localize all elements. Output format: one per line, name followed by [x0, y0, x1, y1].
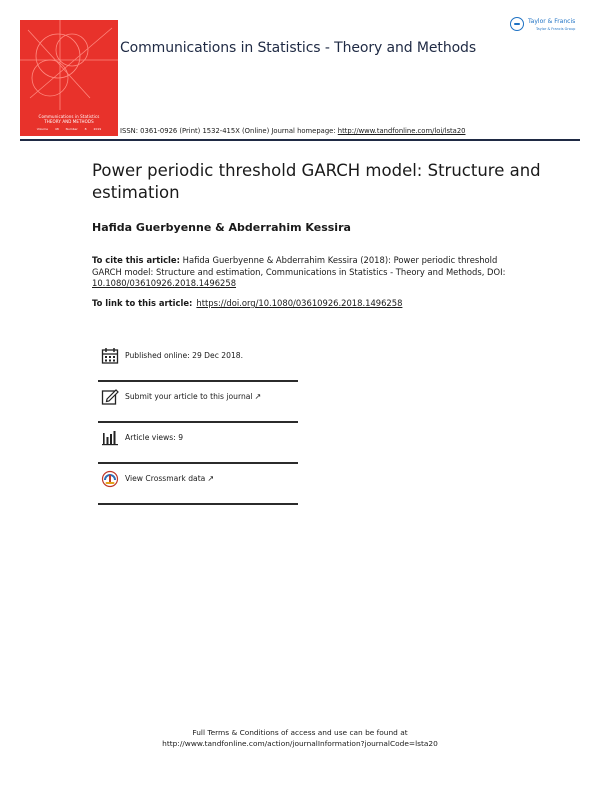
crossmark-link[interactable]: View Crossmark data ↗: [125, 474, 215, 483]
article-title: Power periodic threshold GARCH model: Structure and estimation: [92, 161, 541, 202]
meta-divider: [98, 421, 298, 423]
citation-label: To cite this article:: [92, 255, 180, 265]
header-divider: [20, 139, 580, 141]
cover-title: Communications in Statistics THEORY AND METHODS: [38, 114, 100, 124]
meta-divider: [98, 462, 298, 464]
terms-url[interactable]: http://www.tandfonline.com/action/journalInformation?journalCode=lsta20: [162, 739, 438, 748]
citation-block: [92, 255, 512, 290]
article-views-count: Article views: 9: [125, 433, 184, 442]
meta-divider: [98, 380, 298, 382]
external-link-icon: ↗: [207, 474, 215, 483]
terms-text: Full Terms & Conditions of access and use can be found at: [192, 728, 408, 737]
calendar-icon: [101, 347, 119, 365]
article-authors: Hafida Guerbyenne & Abderrahim Kessira: [92, 221, 351, 234]
published-date: Published online: 29 Dec 2018.: [125, 351, 244, 360]
issn-text: ISSN: 0361-0926 (Print) 1532-415X (Online) Journal homepage:: [120, 127, 338, 135]
meta-divider: [98, 503, 298, 505]
terms-footer: [100, 727, 500, 749]
bar-chart-icon: [101, 429, 119, 447]
external-link-icon: ↗: [254, 392, 262, 401]
cover-meta: Volume 48 Number 8 2019: [36, 127, 102, 131]
journal-title: Communications in Statistics - Theory and Methods: [120, 40, 477, 56]
publisher-name: Taylor & Francis: [528, 18, 576, 25]
crossmark-icon: [101, 470, 119, 488]
journal-cover: [20, 20, 118, 136]
article-doi-url[interactable]: https://doi.org/10.1080/03610926.2018.1496258: [196, 298, 403, 308]
article-link-label: To link to this article:: [92, 298, 193, 308]
publisher-tagline: Taylor & Francis Group: [536, 27, 576, 31]
article-link-line: [92, 298, 402, 308]
tf-logo-icon: [510, 17, 524, 31]
submit-article-link[interactable]: Submit your article to this journal ↗: [125, 392, 262, 401]
citation-doi-link[interactable]: 10.1080/03610926.2018.1496258: [92, 278, 237, 288]
edit-icon: [101, 388, 119, 406]
issn-line: [120, 127, 466, 135]
citation-text: Hafida Guerbyenne & Abderrahim Kessira (2018): Power periodic threshold GARCH model: Structure and estimation, Communications in Statistics - Theory and Methods, DOI:: [92, 255, 506, 277]
journal-homepage-link[interactable]: http://www.tandfonline.com/loi/lsta20: [337, 127, 466, 135]
publisher-logo[interactable]: [510, 16, 584, 38]
